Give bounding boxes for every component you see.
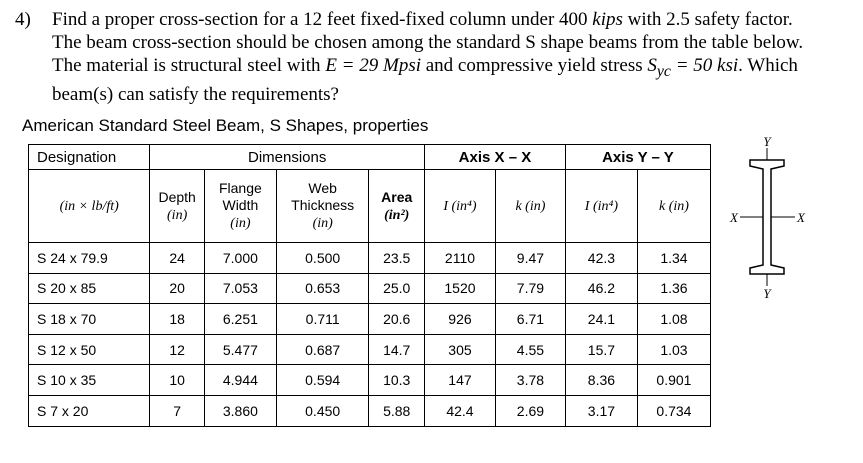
table-cell: 20 [150, 273, 205, 304]
problem-statement [15, 8, 825, 106]
table-cell: S 20 x 85 [29, 273, 150, 304]
table-row [29, 395, 711, 426]
depth-header: Depth (in) [150, 170, 205, 243]
table-cell: 926 [424, 304, 495, 335]
table-cell: S 24 x 79.9 [29, 243, 150, 274]
table-cell: 1.08 [637, 304, 710, 335]
table-cell: 0.711 [276, 304, 369, 335]
problem-text: Find a proper cross-section for a 12 feet fixed-fixed column under 400 kips with 2.5 safety factor. The beam cross-section should be chosen among the standard S shape beams from the table below. The material is structural steel with E = 29 Mpsi and compressive yield stress $S_{yc} = 50$ ksi. Which beam(s) can satisfy the requirements? [52, 9, 804, 105]
header-row-main [29, 145, 711, 170]
table-cell: 7.053 [204, 273, 276, 304]
table-cell: 0.594 [276, 365, 369, 396]
table-cell: 6.71 [495, 304, 565, 335]
iy-header: I (in⁴) [565, 170, 637, 243]
table-cell: S 12 x 50 [29, 334, 150, 365]
table-cell: 42.4 [424, 395, 495, 426]
table-cell: 147 [424, 365, 495, 396]
table-cell: 8.36 [565, 365, 637, 396]
table-cell: 1.03 [637, 334, 710, 365]
area-header: Area (in²) [369, 170, 425, 243]
table-cell: 25.0 [369, 273, 425, 304]
table-cell: 4.944 [204, 365, 276, 396]
table-cell: 5.88 [369, 395, 425, 426]
designation-header: Designation [29, 145, 150, 170]
table-title: American Standard Steel Beam, S Shapes, properties [22, 116, 429, 135]
table-cell: 9.47 [495, 243, 565, 274]
table-cell: 3.860 [204, 395, 276, 426]
table-cell: 5.477 [204, 334, 276, 365]
table-cell: 18 [150, 304, 205, 335]
axis-y-header: Axis Y – Y [565, 145, 710, 170]
table-cell: 23.5 [369, 243, 425, 274]
table-cell: 1.34 [637, 243, 710, 274]
properties-table [28, 144, 711, 427]
table-row [29, 304, 711, 335]
table-cell: 10.3 [369, 365, 425, 396]
y-axis-label-top: Y [763, 134, 771, 149]
x-axis-label-right: X [797, 210, 805, 225]
table-cell: 0.734 [637, 395, 710, 426]
table-cell: 7.000 [204, 243, 276, 274]
table-row [29, 243, 711, 274]
table-cell: 42.3 [565, 243, 637, 274]
x-axis-label-left: X [730, 210, 738, 225]
table-row [29, 273, 711, 304]
ix-header: I (in⁴) [424, 170, 495, 243]
ky-header: k (in) [637, 170, 710, 243]
table-cell: 0.653 [276, 273, 369, 304]
table-cell: 1.36 [637, 273, 710, 304]
table-cell: 7.79 [495, 273, 565, 304]
table-cell: 14.7 [369, 334, 425, 365]
designation-unit: (in × lb/ft) [29, 170, 150, 243]
table-cell: 24 [150, 243, 205, 274]
problem-number: 4) [15, 9, 31, 30]
table-cell: 305 [424, 334, 495, 365]
dimensions-header: Dimensions [150, 145, 425, 170]
table-cell: 0.687 [276, 334, 369, 365]
axis-x-header: Axis X – X [424, 145, 565, 170]
y-axis-label-bottom: Y [763, 286, 771, 301]
table-cell: S 10 x 35 [29, 365, 150, 396]
table-cell: 4.55 [495, 334, 565, 365]
flange-width-header: Flange Width (in) [204, 170, 276, 243]
table-body [29, 243, 711, 427]
table-cell: 15.7 [565, 334, 637, 365]
table-row [29, 334, 711, 365]
table-cell: 20.6 [369, 304, 425, 335]
table-cell: S 7 x 20 [29, 395, 150, 426]
table-cell: 3.17 [565, 395, 637, 426]
table-cell: 2110 [424, 243, 495, 274]
table-row [29, 365, 711, 396]
table-cell: 0.901 [637, 365, 710, 396]
table-cell: S 18 x 70 [29, 304, 150, 335]
table-cell: 1520 [424, 273, 495, 304]
header-row-sub [29, 170, 711, 243]
table-cell: 24.1 [565, 304, 637, 335]
table-cell: 0.500 [276, 243, 369, 274]
table-cell: 0.450 [276, 395, 369, 426]
table-cell: 6.251 [204, 304, 276, 335]
table-cell: 46.2 [565, 273, 637, 304]
web-thickness-header: Web Thickness (in) [276, 170, 369, 243]
s-shape-cross-section-diagram [720, 134, 840, 304]
table-cell: 2.69 [495, 395, 565, 426]
table-cell: 12 [150, 334, 205, 365]
table-cell: 7 [150, 395, 205, 426]
table-cell: 3.78 [495, 365, 565, 396]
kx-header: k (in) [495, 170, 565, 243]
table-cell: 10 [150, 365, 205, 396]
